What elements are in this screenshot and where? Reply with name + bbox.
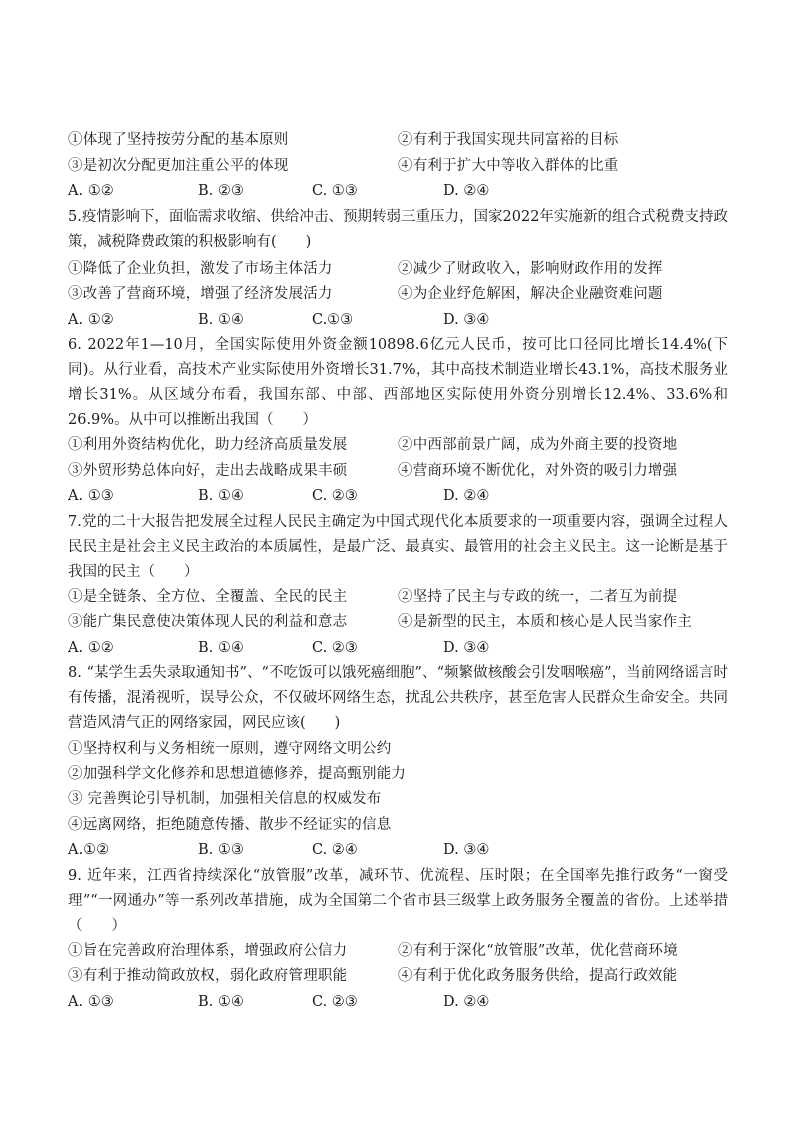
- q5-option-a: A. ①②: [68, 312, 114, 328]
- q6-option-a: A. ①③: [68, 488, 114, 504]
- q8-option-a: A.①②: [68, 842, 110, 858]
- q6-stem: 6. 2022年1—10月，全国实际使用外资金额10898.6亿元人民币，按可比口径同比增长14.4%(下同)。从行业看，高技术产业实际使用外资增长31.7%，其中高技术制造业增长43.1%，高技术服务业增长31%。从区域分布看，我国东部、中部、西部地区实际使用外资分别增长12.4%、33.6%和26.9%。从中可以推断出我国（ ）: [68, 337, 728, 428]
- prev-option-a: A. ①②: [68, 183, 114, 199]
- q8-option-c: C. ②④: [312, 842, 358, 858]
- q5-choice-4: ④为企业纾危解困，解决企业融资难问题: [398, 286, 663, 302]
- prev-option-b: B. ②③: [198, 183, 244, 199]
- q9-choice-4: ④有利于优化政务服务供给，提高行政效能: [398, 968, 678, 984]
- q7-option-a: A. ①②: [68, 640, 114, 656]
- prev-choice-2: ②有利于我国实现共同富裕的目标: [398, 132, 619, 148]
- q9-option-b: B. ①④: [198, 994, 244, 1010]
- prev-option-c: C. ①③: [312, 183, 358, 199]
- q6-choice-2: ②中西部前景广阔，成为外商主要的投资地: [398, 437, 678, 453]
- q7-option-b: B. ①④: [198, 640, 244, 656]
- q7-choice-1: ①是全链条、全方位、全覆盖、全民的民主: [68, 589, 348, 605]
- q6-choice-1: ①利用外资结构优化，助力经济高质量发展: [68, 437, 348, 453]
- q8-option-d: D. ③④: [443, 842, 490, 858]
- q6-option-d: D. ②④: [443, 488, 490, 504]
- prev-choice-1: ①体现了坚持按劳分配的基本原则: [68, 132, 289, 148]
- q6-choice-4: ④营商环境不断优化，对外资的吸引力增强: [398, 463, 678, 479]
- q9-option-a: A. ①③: [68, 994, 114, 1010]
- q7-option-c: C. ②③: [312, 640, 358, 656]
- q8-choice-1: ①坚持权利与义务相统一原则，遵守网络文明公约: [68, 741, 392, 757]
- q5-choice-1: ①降低了企业负担，激发了市场主体活力: [68, 261, 333, 277]
- q7-stem: 7.党的二十大报告把发展全过程人民民主确定为中国式现代化本质要求的一项重要内容，强调全过程人民民主是社会主义民主政治的本质属性，是最广泛、最真实、最管用的社会主义民主。这一论断是基于我国的民主（ ）: [68, 514, 728, 580]
- q8-choice-4: ④远离网络，拒绝随意传播、散步不经证实的信息: [68, 817, 392, 833]
- prev-choice-3: ③是初次分配更加注重公平的体现: [68, 158, 289, 174]
- q8-choice-2: ②加强科学文化修养和思想道德修养，提高甄别能力: [68, 766, 407, 782]
- prev-choice-4: ④有利于扩大中等收入群体的比重: [398, 158, 619, 174]
- q7-choice-2: ②坚持了民主与专政的统一，二者互为前提: [398, 589, 678, 605]
- q9-option-c: C. ②③: [312, 994, 358, 1010]
- q9-option-d: D. ②④: [443, 994, 490, 1010]
- q5-option-d: D. ③④: [443, 312, 490, 328]
- prev-option-d: D. ②④: [443, 183, 490, 199]
- q6-option-c: C. ②③: [312, 488, 358, 504]
- q8-choice-3: ③ 完善舆论引导机制，加强相关信息的权威发布: [68, 791, 382, 807]
- q5-choice-3: ③改善了营商环境，增强了经济发展活力: [68, 286, 333, 302]
- q6-choice-3: ③外贸形势总体向好，走出去战略成果丰硕: [68, 463, 348, 479]
- q9-choice-2: ②有利于深化“放管服”改革，优化营商环境: [398, 943, 678, 959]
- q7-choice-3: ③能广集民意使决策体现人民的利益和意志: [68, 614, 348, 630]
- q7-option-d: D. ③④: [443, 640, 490, 656]
- q5-option-c: C.①③: [312, 312, 354, 328]
- q8-stem: 8. “某学生丢失录取通知书”、“不吃饭可以饿死癌细胞”、“频繁做核酸会引发咽喉癌”，当前网络谣言时有传播，混淆视听，误导公众，不仅破坏网络生态，扰乱公共秩序，甚至危害人民群众生命安全。共同营造风清气正的网络家园，网民应该( ): [68, 665, 728, 731]
- q9-choice-1: ①旨在完善政府治理体系，增强政府公信力: [68, 943, 348, 959]
- q8-option-b: B. ①③: [198, 842, 244, 858]
- q9-stem: 9. 近年来，江西省持续深化“放管服”改革，减环节、优流程、压时限；在全国率先推行政务“一窗受理”“一网通办”等一系列改革措施，成为全国第二个省市县三级掌上政务服务全覆盖的省份。上述举措（ ）: [68, 868, 728, 934]
- q5-option-b: B. ①④: [198, 312, 244, 328]
- q9-choice-3: ③有利于推动简政放权，弱化政府管理职能: [68, 968, 348, 984]
- q5-stem: 5.疫情影响下，面临需求收缩、供给冲击、预期转弱三重压力，国家2022年实施新的组合式税费支持政策，减税降费政策的积极影响有( ): [68, 209, 728, 250]
- q6-option-b: B. ①④: [198, 488, 244, 504]
- q5-choice-2: ②减少了财政收入，影响财政作用的发挥: [398, 261, 663, 277]
- q7-choice-4: ④是新型的民主，本质和核心是人民当家作主: [398, 614, 692, 630]
